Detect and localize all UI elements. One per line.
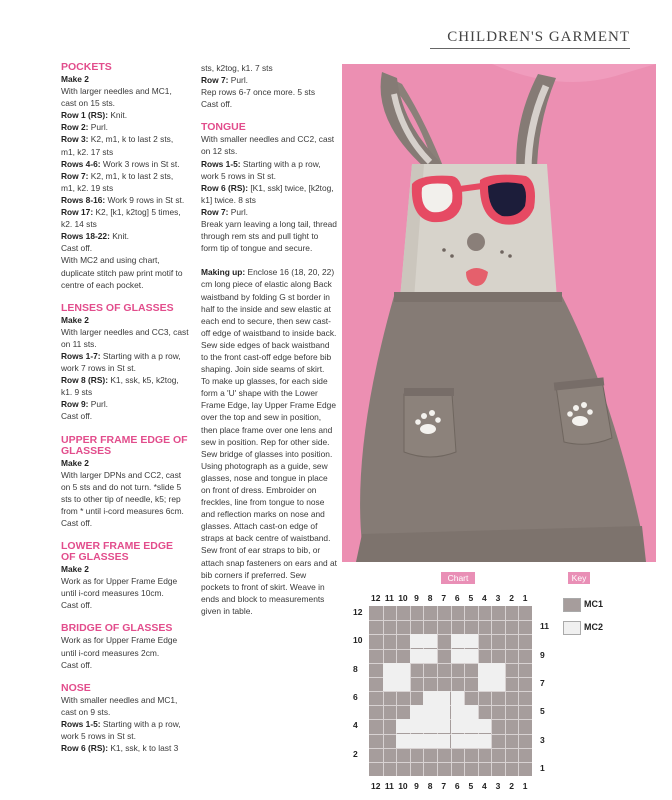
chart-column-number: 5 [468, 593, 474, 603]
pattern-line [61, 133, 189, 157]
chart-cell-mc2 [423, 634, 437, 648]
chart-cell-mc2 [464, 705, 478, 719]
chart-column-number: 8 [427, 593, 433, 603]
chart-column-number: 3 [495, 593, 501, 603]
pattern-row-label: Row 17: [61, 207, 94, 218]
chart-cell-mc2 [478, 734, 492, 748]
header-rule [430, 48, 630, 49]
pattern-line [61, 109, 189, 121]
pattern-instruction: Purl. [88, 122, 109, 133]
chart-cell-mc2 [410, 719, 424, 733]
chart-cell-mc2 [451, 691, 465, 705]
chart-cell-mc2 [451, 719, 465, 733]
chart-cell-mc2 [423, 734, 437, 748]
pattern-instruction: With larger needles and MC1, cast on 15 sts. [61, 86, 172, 109]
pattern-line [201, 133, 337, 157]
chart-column-number: 10 [398, 593, 408, 603]
chart-column-number: 4 [482, 593, 487, 603]
chart-column-number: 6 [454, 781, 460, 791]
chart-row-number: 3 [540, 734, 545, 745]
pattern-instruction: Cast off. [61, 411, 93, 422]
chart-cell-mc2 [478, 663, 492, 677]
section-heading: POCKETS [61, 61, 112, 73]
pattern-row-label: Rows 1-5: [61, 718, 101, 729]
pattern-instruction: Starting with a p row, work 5 rows in St st. [61, 718, 181, 742]
chart-cell-mc2 [423, 649, 437, 663]
pattern-line [61, 457, 189, 469]
pattern-line [61, 718, 189, 742]
pattern-line [61, 694, 189, 718]
chart-row-number: 7 [540, 677, 545, 688]
chart-row-number: 10 [353, 635, 363, 646]
section-heading: TONGUE [201, 121, 246, 134]
chart-cell-mc2 [451, 734, 465, 748]
pattern-line [61, 659, 189, 671]
chart-column-number: 4 [482, 781, 487, 791]
pattern-line [201, 460, 337, 617]
pattern-line [201, 62, 337, 74]
pattern-row-label: Make 2 [61, 564, 89, 575]
garment-photo [342, 64, 656, 562]
chart-column-number: 2 [509, 593, 514, 603]
pattern-instruction: Work as for Upper Frame Edge until i-cord measures 10cm. [61, 576, 178, 599]
chart-column-number: 1 [522, 593, 528, 603]
pattern-row-label: Row 3: [61, 134, 89, 145]
pattern-instruction: Cast off. [61, 600, 93, 611]
chart-cell-mc2 [423, 691, 437, 705]
pattern-line [61, 575, 189, 599]
chart-column-number: 8 [427, 781, 433, 791]
chart-column-number: 11 [384, 781, 394, 791]
pattern-row-label: Rows 1-7: [61, 350, 101, 361]
section-heading: LOWER FRAME EDGE OF GLASSES [61, 540, 173, 564]
pattern-line [201, 206, 337, 218]
pattern-instruction: Knit. [108, 110, 128, 121]
pattern-instruction: Knit. [109, 231, 129, 242]
chart-cell-mc2 [464, 634, 478, 648]
section-heading: NOSE [61, 681, 91, 694]
chart-cell-mc2 [437, 691, 451, 705]
pattern-line [61, 350, 189, 374]
pattern-line [61, 742, 189, 754]
pattern-line [61, 469, 189, 517]
chart-gridline [369, 748, 532, 749]
chart-row-number: 9 [540, 649, 545, 660]
pattern-line [201, 158, 337, 182]
pattern-line [201, 98, 337, 110]
chart-column-number: 9 [414, 781, 419, 791]
pattern-line [61, 170, 189, 194]
page-header: CHILDREN'S GARMENT [447, 29, 630, 45]
chart-column-number: 1 [522, 781, 528, 791]
chart-gridline [369, 762, 532, 763]
pattern-row-label: Rows 18-22: [61, 231, 110, 242]
chart-cell-mc2 [410, 705, 424, 719]
pattern-instruction: Cast off. [61, 243, 93, 254]
pattern-row-label: Row 2: [61, 122, 89, 133]
pattern-row-label: Row 6 (RS): [201, 182, 248, 193]
chart-column-number: 7 [441, 781, 447, 791]
pattern-instruction: K2, m1, k to last 2 sts, m1, k2. 19 sts [61, 170, 174, 193]
key-label: Key [568, 572, 590, 584]
pattern-instruction: K1, ssk, k5, k2tog, k1. 9 sts [61, 375, 179, 398]
chart-column-numbers-bottom [369, 781, 532, 791]
pattern-instruction: [K1, ssk] twice, [k2tog, k1] twice. 8 sts [201, 182, 334, 205]
pattern-instruction: Starting with a p row, work 5 rows in St st. [201, 158, 321, 181]
chart-label: Chart [441, 572, 475, 584]
chart-column-number: 5 [468, 781, 474, 791]
pattern-instruction: Cast off. [201, 99, 233, 110]
chart-column-number: 9 [414, 593, 419, 603]
paw-chart-grid [369, 606, 532, 776]
chart-row-number: 12 [353, 607, 363, 618]
pattern-instruction: Work 9 rows in St st. [105, 194, 185, 205]
key-swatch-mc1 [563, 598, 581, 612]
pattern-instruction: To make up glasses, for each side form a 'U' shape with the Lower Frame Edge, lay Upper Frame Edge over the top and sew in position, then place frame over one lens and sew in position. Rep for other side. Sew bridge of glasses into position. [201, 376, 336, 459]
chart-cell-mc2 [437, 719, 451, 733]
chart-row-number: 5 [540, 706, 545, 717]
chart-cell-mc2 [464, 734, 478, 748]
pattern-line [61, 230, 189, 242]
chart-row-number: 6 [353, 692, 358, 703]
chart-column-numbers-top [369, 593, 532, 603]
pattern-line [61, 634, 189, 658]
chart-cell-mc2 [464, 649, 478, 663]
chart-cell-mc2 [478, 719, 492, 733]
pattern-line [61, 254, 189, 290]
chart-column-number: 3 [495, 781, 501, 791]
pattern-row-label: Making up: [201, 267, 246, 278]
chart-column-number: 2 [509, 781, 514, 791]
chart-column-number: 6 [454, 593, 460, 603]
pattern-row-label: Rows 1-5: [201, 158, 241, 169]
section-gap [61, 671, 189, 683]
pattern-instruction: Using photograph as a guide, sew glasses, nose and tongue in place on front of dress. Embroider on freckles, line from tongue to nose and reflection marks on nose and glasses. Attach cast-on edge of straps at back centre of waistband. Sew front of ear straps to bib, or attach snap fasteners on ears and at bib corners if preferred. Sew pockets to front of skirt. Weave in ends and block to measurements given in table. [201, 460, 337, 616]
key-text-mc2: MC2 [584, 622, 604, 632]
pattern-instruction: Cast off. [61, 518, 93, 528]
pattern-instruction: Work 3 rows in St st. [100, 158, 180, 169]
pattern-line [201, 218, 337, 254]
pattern-instruction: Work as for Upper Frame Edge until i-cord measures 2cm. [61, 635, 178, 658]
pattern-line [61, 599, 189, 611]
pattern-line [61, 563, 189, 575]
pattern-line [61, 374, 189, 398]
pattern-row-label: Row 7: [61, 170, 89, 181]
chart-cell-mc2 [451, 649, 465, 663]
chart-cell-mc2 [396, 663, 410, 677]
pattern-instruction: With smaller needles and MC1, cast on 9 sts. [61, 694, 178, 717]
chart-column-number: 12 [371, 593, 381, 603]
section-heading: LENSES OF GLASSES [61, 301, 174, 314]
pattern-line [61, 398, 189, 410]
pattern-line [201, 182, 337, 206]
pattern-instruction: With larger needles and CC3, cast on 11 sts. [61, 326, 189, 349]
chart-cell-mc2 [423, 705, 437, 719]
section-gap [201, 254, 337, 266]
pattern-instruction: Purl. [228, 206, 249, 217]
chart-gridline [369, 620, 532, 621]
chart-cell-mc2 [410, 734, 424, 748]
chart-cell-mc2 [478, 677, 492, 691]
chart-row-number: 2 [353, 748, 358, 759]
chart-column-number: 10 [398, 781, 408, 791]
chart-cell-mc2 [383, 663, 397, 677]
chart-cell-mc2 [423, 719, 437, 733]
pattern-line [201, 74, 337, 86]
pattern-row-label: Make 2 [61, 74, 89, 84]
pattern-column-2 [201, 62, 337, 617]
pattern-instruction: K2, [k1, k2tog] 5 times, k2. 14 sts [61, 207, 181, 230]
pattern-instruction: Purl. [228, 75, 249, 86]
pattern-row-label: Rows 4-6: [61, 158, 101, 169]
key-swatch-mc2 [563, 621, 581, 635]
chart-cell-mc2 [396, 677, 410, 691]
pattern-instruction: Cast off. [61, 659, 93, 670]
pattern-instruction: Rep rows 6-7 once more. 5 sts [201, 87, 316, 98]
pattern-line [201, 86, 337, 98]
section-heading: BRIDGE OF GLASSES [61, 622, 173, 635]
chart-cell-mc2 [410, 634, 424, 648]
pattern-row-label: Row 6 (RS): [61, 743, 108, 754]
pattern-instruction: sts, k2tog, k1. 7 sts [201, 63, 273, 73]
pattern-row-label: Row 8 (RS): [61, 375, 108, 386]
chart-cell-mc2 [383, 677, 397, 691]
chart-row-number: 11 [540, 621, 549, 632]
chart-cell-mc2 [451, 705, 465, 719]
pattern-row-label: Row 7: [201, 75, 229, 86]
chart-cell-mc2 [451, 634, 465, 648]
pattern-line [61, 242, 189, 254]
chart-column-number: 11 [384, 593, 394, 603]
pattern-line [201, 266, 337, 375]
pattern-instruction: Enclose 16 (18, 20, 22) cm long piece of elastic along Back waistband by folding G st border in half to the inside and sew elastic at each end to secure, then sew cast-off edge of waistband to inside back. Sew side edges of back waistband to the front cast-off edge before bib shaping. Join side seams of skirt. [201, 267, 337, 375]
chart-row-number: 4 [353, 720, 358, 731]
chart-cell-mc2 [437, 705, 451, 719]
chart-cell-mc2 [491, 663, 505, 677]
pattern-column-1 [61, 62, 189, 754]
key-text-mc1: MC1 [584, 599, 604, 609]
pattern-row-label: Make 2 [61, 457, 89, 468]
pattern-instruction: With MC2 and using chart, duplicate stitch paw print motif to centre of each pocket. [61, 255, 183, 290]
pattern-line [61, 314, 189, 326]
chart-column-number: 12 [371, 781, 381, 791]
pattern-line [61, 517, 189, 529]
chart-row-number: 8 [353, 663, 358, 674]
pattern-instruction: Purl. [88, 399, 109, 410]
pattern-line [61, 73, 189, 85]
section-gap [61, 291, 189, 303]
chart-column-number: 7 [441, 593, 447, 603]
pattern-line [61, 85, 189, 109]
pattern-instruction: K2, m1, k to last 2 sts, m1, k2. 17 sts [61, 134, 174, 157]
pattern-line [61, 326, 189, 350]
pattern-line [201, 375, 337, 460]
chart-cell-mc2 [464, 719, 478, 733]
pattern-row-label: Row 9: [61, 399, 89, 410]
pattern-row-label: Row 7: [201, 206, 229, 217]
pattern-instruction: K1, ssk, k to last 3 [108, 743, 179, 754]
pattern-line [61, 194, 189, 206]
chart-cell-mc2 [410, 649, 424, 663]
pattern-line [61, 410, 189, 422]
pattern-instruction: With larger DPNs and CC2, cast on 5 sts and do not turn. *slide 5 sts to other tip of needle, k5; rep from * until i-cord measures 6cm. [61, 469, 184, 516]
chart-cell-mc2 [396, 719, 410, 733]
pattern-line [61, 158, 189, 170]
chart-row-number: 1 [540, 762, 545, 773]
pattern-line [61, 206, 189, 230]
pattern-instruction: Starting with a p row, work 7 rows in St st. [61, 350, 181, 374]
pattern-row-label: Row 1 (RS): [61, 110, 108, 121]
pattern-line [61, 121, 189, 133]
chart-cell-mc2 [491, 677, 505, 691]
section-gap [61, 423, 189, 435]
chart-cell-mc2 [437, 734, 451, 748]
pattern-row-label: Rows 8-16: [61, 194, 106, 205]
pattern-instruction: Break yarn leaving a long tail, thread through rem sts and pull tight to form tip of tongue and secure. [201, 219, 337, 254]
section-heading: UPPER FRAME EDGE OF GLASSES [61, 433, 188, 457]
chart-cell-mc2 [396, 734, 410, 748]
pattern-row-label: Make 2 [61, 314, 89, 325]
pattern-instruction: With smaller needles and CC2, cast on 12 sts. [201, 134, 335, 157]
